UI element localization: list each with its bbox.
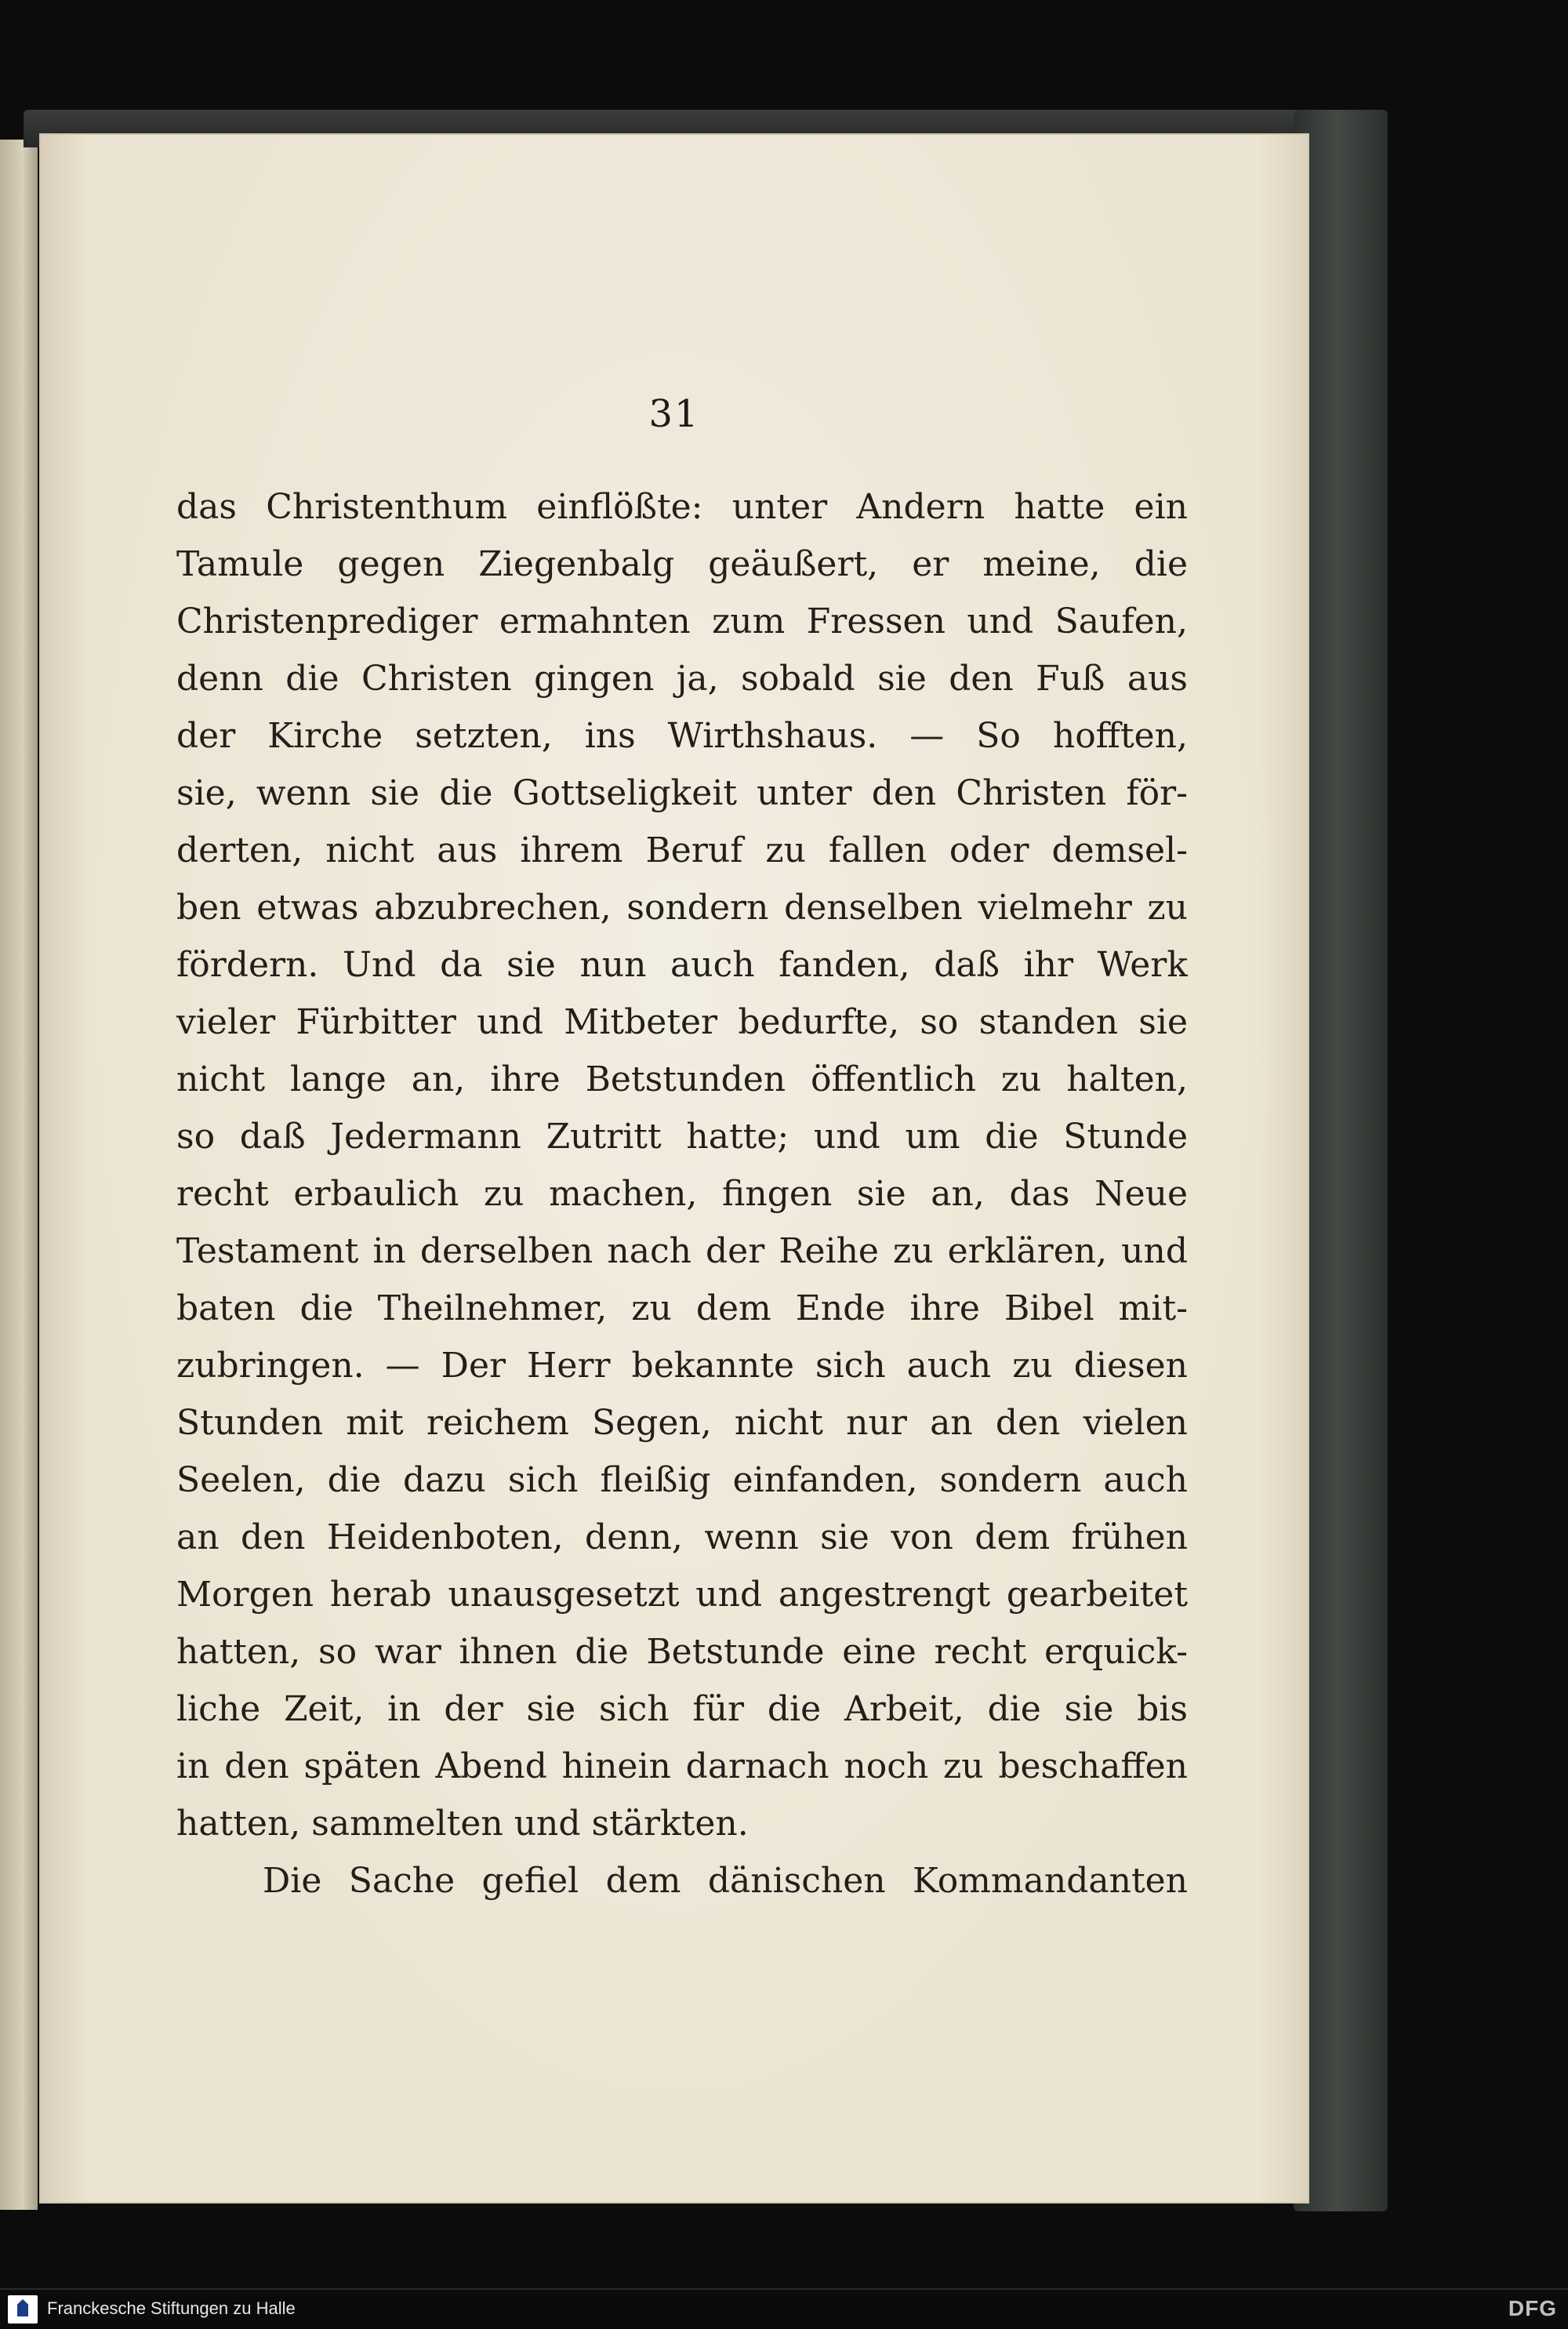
left-page-edge (0, 140, 38, 2210)
viewer-footer (0, 2288, 1568, 2329)
text-line: Seelen, die dazu sich fleißig einfanden, sondern auch (176, 1460, 1188, 1500)
text-line: baten die Theilnehmer, zu dem Ende ihre Bibel mit- (176, 1288, 1188, 1328)
page-number: 31 (648, 392, 700, 436)
text-line: nicht lange an, ihre Betstunden öffentlich zu halten, (176, 1059, 1188, 1099)
text-line: sie, wenn sie die Gottseligkeit unter den Christen för- (176, 773, 1188, 813)
text-line: der Kirche setzten, ins Wirthshaus. — So hofften, (176, 716, 1188, 756)
text-line: in den späten Abend hinein darnach noch zu beschaffen (176, 1746, 1188, 1786)
institution-name: Franckesche Stiftungen zu Halle (47, 2298, 296, 2318)
book-page (39, 133, 1309, 2204)
body-text (176, 478, 1188, 1909)
text-line: fördern. Und da sie nun auch fanden, daß ihr Werk (176, 945, 1188, 985)
dfg-logo: DFG (1508, 2296, 1557, 2320)
text-line: zubringen. — Der Herr bekannte sich auch zu diesen (176, 1346, 1188, 1386)
text-line: so daß Jedermann Zutritt hatte; und um die Stunde (176, 1117, 1188, 1157)
text-line: Tamule gegen Ziegenbalg geäußert, er meine, die (176, 544, 1188, 584)
text-line: das Christenthum einflößte: unter Andern hatte ein (176, 487, 1188, 527)
text-line: Christenprediger ermahnten zum Fressen und Saufen, (176, 601, 1188, 641)
institution-logo-icon (8, 2295, 38, 2324)
text-line: hatten, so war ihnen die Betstunde eine recht erquick- (176, 1632, 1188, 1672)
text-line: ben etwas abzubrechen, sondern denselben vielmehr zu (176, 888, 1188, 928)
text-line: an den Heidenboten, denn, wenn sie von dem frühen (176, 1517, 1188, 1557)
text-line: denn die Christen gingen ja, sobald sie den Fuß aus (176, 659, 1188, 699)
text-line: liche Zeit, in der sie sich für die Arbeit, die sie bis (176, 1689, 1188, 1729)
text-line: Die Sache gefiel dem dänischen Kommandanten (263, 1861, 1188, 1901)
text-line: derten, nicht aus ihrem Beruf zu fallen oder demsel- (176, 830, 1188, 870)
text-line: Stunden mit reichem Segen, nicht nur an den vielen (176, 1403, 1188, 1443)
text-line: recht erbaulich zu machen, fingen sie an, das Neue (176, 1174, 1188, 1214)
text-line: Morgen herab unausgesetzt und angestrengt gearbeitet (176, 1575, 1188, 1615)
text-line: Testament in derselben nach der Reihe zu erklären, und (176, 1231, 1188, 1271)
text-line: hatten, sammelten und stärkten. (176, 1804, 749, 1844)
text-line: vieler Fürbitter und Mitbeter bedurfte, so standen sie (176, 1002, 1188, 1042)
